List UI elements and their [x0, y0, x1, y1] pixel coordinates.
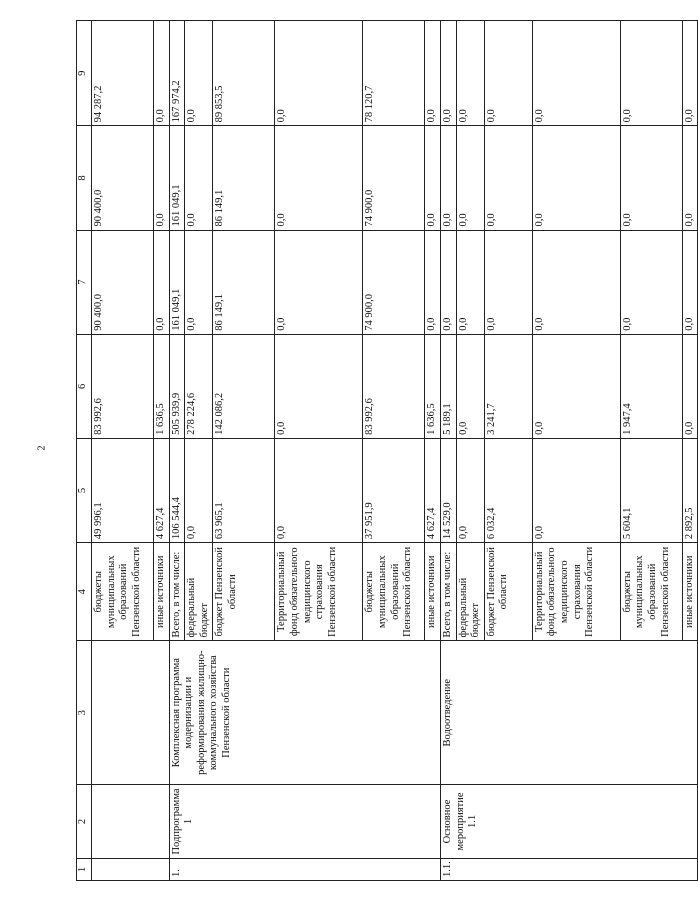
value-cell: 0,0 [620, 230, 682, 334]
value-cell: 0,0 [440, 126, 456, 230]
value-cell: 3 241,7 [484, 334, 532, 438]
value-cell: 83 992,6 [363, 334, 425, 438]
value-cell: 0,0 [456, 126, 484, 230]
value-cell: 0,0 [275, 126, 363, 230]
col-number: 4 [77, 543, 92, 641]
value-cell: 0,0 [185, 230, 213, 334]
value-cell: 0,0 [532, 126, 620, 230]
value-cell: 0,0 [532, 438, 620, 542]
value-cell: 6 032,4 [484, 438, 532, 542]
value-cell: 5 189,1 [440, 334, 456, 438]
value-cell: 142 086,2 [213, 334, 275, 438]
value-cell: 0,0 [185, 438, 213, 542]
funding-source: бюджеты муниципальных образований Пензенской области [363, 543, 425, 641]
value-cell: 86 149,1 [213, 230, 275, 334]
value-cell: 0,0 [425, 126, 441, 230]
funding-source: иные источники [154, 543, 170, 641]
funding-source: бюджет Пензенской области [484, 543, 532, 641]
empty-cell [92, 641, 170, 785]
value-cell: 89 853,5 [213, 21, 275, 126]
value-cell: 0,0 [275, 334, 363, 438]
value-cell: 0,0 [532, 21, 620, 126]
row-number: 1. [169, 859, 440, 881]
value-cell: 37 951,9 [363, 438, 425, 542]
funding-source: федеральный бюджет [185, 543, 213, 641]
value-cell: 0,0 [456, 438, 484, 542]
table-row [440, 21, 456, 881]
funding-source: Территориальный фонд обязательного медицинского страхования Пензенской области [275, 543, 363, 641]
value-cell: 0,0 [275, 438, 363, 542]
col-number: 9 [77, 21, 92, 126]
program-name: Подпрограмма 1 [169, 784, 440, 858]
value-cell: 0,0 [154, 230, 170, 334]
value-cell: 94 287,2 [92, 21, 154, 126]
col-number: 8 [77, 126, 92, 230]
value-cell: 14 529,0 [440, 438, 456, 542]
value-cell: 63 965,1 [213, 438, 275, 542]
col-number: 1 [77, 859, 92, 881]
value-cell: 4 627,4 [154, 438, 170, 542]
value-cell: 1 947,4 [620, 334, 682, 438]
funding-source: иные источники [425, 543, 441, 641]
col-number: 5 [77, 438, 92, 542]
value-cell: 0,0 [484, 230, 532, 334]
col-number: 3 [77, 641, 92, 785]
measure-title: Водоотведение [440, 641, 697, 785]
value-cell: 161 049,1 [169, 230, 185, 334]
value-cell: 0,0 [275, 21, 363, 126]
page-number: 2 [36, 445, 48, 451]
value-cell: 0,0 [532, 230, 620, 334]
value-cell: 0,0 [154, 21, 170, 126]
value-cell: 0,0 [484, 126, 532, 230]
funding-source: Территориальный фонд обязательного медицинского страхования Пензенской области [532, 543, 620, 641]
funding-source: бюджеты муниципальных образований Пензенской области [92, 543, 154, 641]
value-cell: 161 049,1 [169, 126, 185, 230]
funding-source: бюджеты муниципальных образований Пензенской области [620, 543, 682, 641]
value-cell: 0,0 [682, 126, 698, 230]
rotated-table-container [76, 20, 695, 881]
col-number: 7 [77, 230, 92, 334]
value-cell: 83 992,6 [92, 334, 154, 438]
measure-name: Основное мероприятие 1.1 [440, 784, 697, 858]
value-cell: 5 604,1 [620, 438, 682, 542]
value-cell: 0,0 [425, 21, 441, 126]
value-cell: 0,0 [275, 230, 363, 334]
value-cell: 0,0 [620, 21, 682, 126]
table-row [92, 21, 154, 881]
value-cell: 0,0 [620, 126, 682, 230]
col-number: 2 [77, 784, 92, 858]
value-cell: 86 149,1 [213, 126, 275, 230]
value-cell: 1 636,5 [425, 334, 441, 438]
row-number: 1.1. [440, 859, 697, 881]
value-cell: 0,0 [532, 334, 620, 438]
value-cell: 0,0 [682, 334, 698, 438]
value-cell: 0,0 [456, 230, 484, 334]
value-cell: 1 636,5 [154, 334, 170, 438]
value-cell: 49 996,1 [92, 438, 154, 542]
value-cell: 167 974,2 [169, 21, 185, 126]
value-cell: 0,0 [682, 230, 698, 334]
value-cell: 505 939,9 [169, 334, 185, 438]
value-cell: 0,0 [185, 21, 213, 126]
value-cell: 90 400,0 [92, 126, 154, 230]
value-cell: 4 627,4 [425, 438, 441, 542]
value-cell: 2 892,5 [682, 438, 698, 542]
value-cell: 78 120,7 [363, 21, 425, 126]
value-cell: 0,0 [185, 126, 213, 230]
value-cell: 0,0 [456, 21, 484, 126]
funding-source: бюджет Пензенской области [213, 543, 275, 641]
empty-cell [92, 784, 170, 858]
table-row [169, 21, 185, 881]
funding-source: Всего, в том числе: [440, 543, 456, 641]
value-cell: 278 224,6 [185, 334, 213, 438]
value-cell: 0,0 [440, 230, 456, 334]
col-number: 6 [77, 334, 92, 438]
value-cell: 0,0 [456, 334, 484, 438]
value-cell: 90 400,0 [92, 230, 154, 334]
value-cell: 0,0 [484, 21, 532, 126]
column-number-row [77, 21, 92, 881]
value-cell: 0,0 [154, 126, 170, 230]
funding-source: Всего, в том числе: [169, 543, 185, 641]
funding-source: федеральный бюджет [456, 543, 484, 641]
funding-source: иные источники [682, 543, 698, 641]
value-cell: 74 900,0 [363, 230, 425, 334]
budget-table [76, 20, 698, 881]
value-cell: 0,0 [682, 21, 698, 126]
value-cell: 0,0 [440, 21, 456, 126]
value-cell: 0,0 [425, 230, 441, 334]
value-cell: 106 544,4 [169, 438, 185, 542]
program-title: Комплексная программа модернизации и реформирования жилищно-коммунального хозяйства Пензенской области [169, 641, 440, 785]
empty-cell [92, 859, 170, 881]
value-cell: 74 900,0 [363, 126, 425, 230]
